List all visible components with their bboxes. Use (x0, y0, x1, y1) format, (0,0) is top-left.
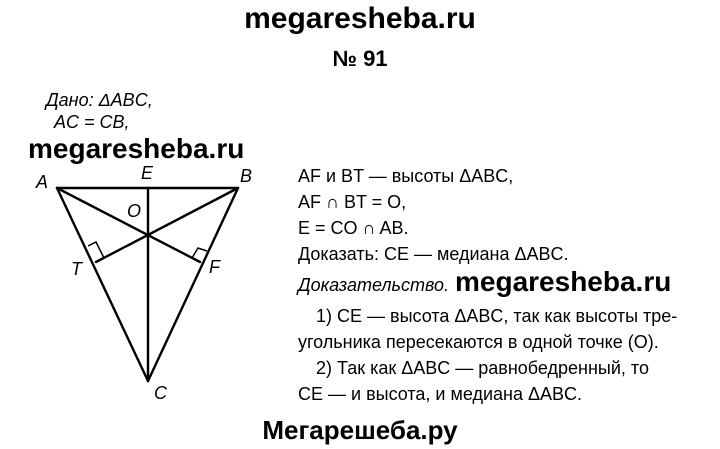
watermark-top: megaresheba.ru (244, 2, 476, 35)
altitude-bt (96, 188, 238, 262)
altitude-af (57, 188, 200, 262)
label-a: A (36, 172, 49, 192)
watermark-mid: megaresheba.ru (28, 133, 245, 164)
label-b: B (240, 166, 253, 186)
right-angle-mark-t (88, 242, 104, 258)
proof-line-1: 1) CE — высота ΔABC, так как высоты тре- (316, 306, 678, 326)
condition-line-4: Доказать: CE — медиана ΔABC. (298, 244, 569, 264)
label-t: T (71, 259, 82, 279)
side-bc (148, 188, 238, 381)
label-c: C (154, 383, 167, 400)
proof-line-3: 2) Так как ΔABC — равнобедренный, то (316, 358, 649, 378)
condition-line-2: AF ∩ BT = O, (298, 192, 407, 212)
given-line-2: AC = CB, (54, 112, 130, 132)
given-line-1: Дано: ΔABC, (46, 90, 153, 110)
problem-number: № 91 (332, 46, 388, 71)
proof-line-4: CE — и высота, и медиана ΔABC. (298, 384, 583, 404)
condition-line-3: E = CO ∩ AB. (298, 218, 409, 238)
label-e: E (141, 163, 154, 183)
condition-line-1: AF и BT — высоты ΔABC, (298, 166, 514, 186)
proof-heading-row (298, 266, 671, 298)
watermark-inline: megaresheba.ru (455, 266, 672, 297)
label-f: F (209, 257, 220, 277)
watermark-bottom: Мегарешеба.ру (262, 415, 458, 445)
proof-heading: Доказательство. (298, 275, 450, 295)
proof-line-2: угольника пересекаются в одной точке (O). (298, 332, 659, 352)
triangle-figure (0, 0, 290, 400)
label-o: O (127, 201, 142, 221)
